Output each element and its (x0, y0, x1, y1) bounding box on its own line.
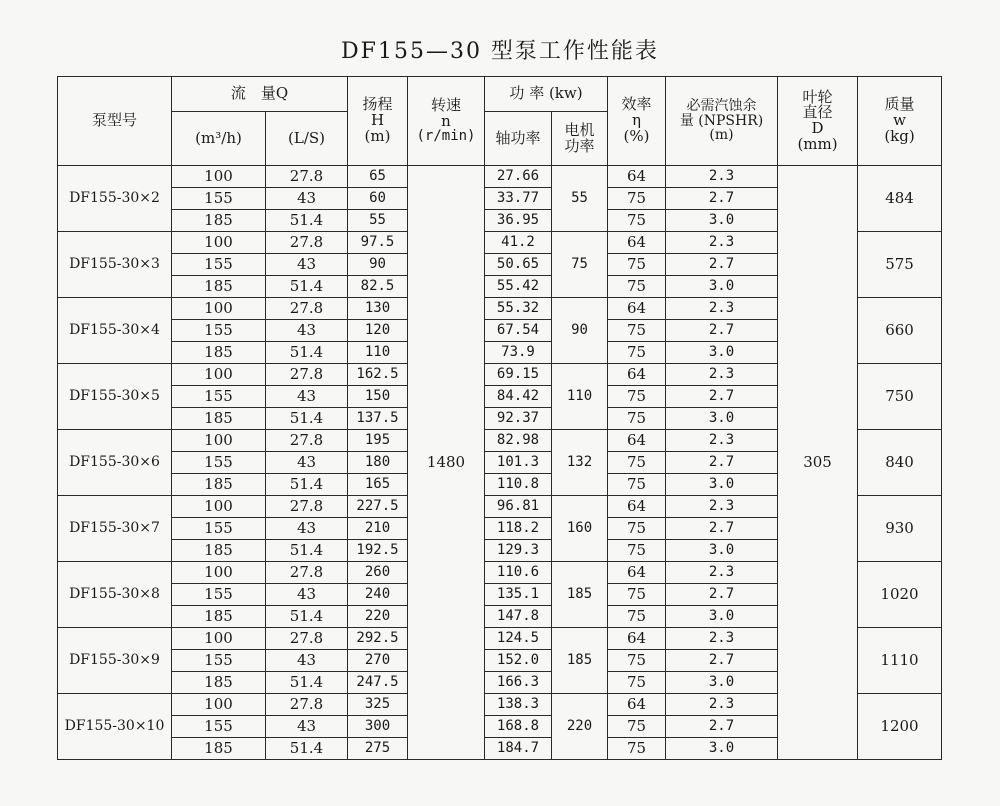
header-flow-m3h: (m³/h) (172, 112, 266, 166)
cell-flow-ls: 43 (266, 386, 348, 408)
cell-flow-m3h: 185 (172, 408, 266, 430)
cell-motor-power: 132 (552, 430, 608, 496)
cell-efficiency: 75 (608, 452, 666, 474)
cell-npshr: 2.7 (666, 716, 778, 738)
cell-flow-ls: 27.8 (266, 562, 348, 584)
cell-efficiency: 75 (608, 584, 666, 606)
header-speed-unit: (r/min) (416, 128, 476, 145)
cell-efficiency: 75 (608, 386, 666, 408)
header-impeller-line2: 直径 (802, 103, 833, 122)
cell-flow-m3h: 155 (172, 716, 266, 738)
cell-efficiency: 64 (608, 496, 666, 518)
cell-head: 55 (348, 210, 408, 232)
cell-shaft-power: 110.8 (485, 474, 552, 496)
cell-head: 195 (348, 430, 408, 452)
header-power: 功 率 (kw) (485, 77, 608, 112)
cell-flow-ls: 27.8 (266, 694, 348, 716)
table-body (58, 166, 942, 760)
cell-npshr: 2.7 (666, 518, 778, 540)
cell-mass: 575 (858, 232, 942, 298)
cell-shaft-power: 67.54 (485, 320, 552, 342)
cell-mass: 660 (858, 298, 942, 364)
cell-head: 220 (348, 606, 408, 628)
cell-npshr: 2.3 (666, 232, 778, 254)
cell-flow-ls: 27.8 (266, 628, 348, 650)
header-impeller-unit: (mm) (797, 134, 838, 153)
cell-flow-ls: 27.8 (266, 496, 348, 518)
cell-flow-m3h: 100 (172, 166, 266, 188)
cell-head: 130 (348, 298, 408, 320)
cell-flow-ls: 43 (266, 716, 348, 738)
cell-model: DF155-30×2 (58, 166, 172, 232)
cell-flow-m3h: 100 (172, 364, 266, 386)
header-flow: 流 量Q (172, 77, 348, 112)
cell-flow-m3h: 100 (172, 298, 266, 320)
cell-npshr: 2.7 (666, 254, 778, 276)
cell-flow-ls: 27.8 (266, 232, 348, 254)
cell-model: DF155-30×8 (58, 562, 172, 628)
cell-efficiency: 64 (608, 298, 666, 320)
cell-flow-m3h: 100 (172, 496, 266, 518)
cell-head: 110 (348, 342, 408, 364)
cell-flow-ls: 43 (266, 452, 348, 474)
header-speed-symbol: n (441, 111, 451, 130)
cell-shaft-power: 129.3 (485, 540, 552, 562)
cell-motor-power: 75 (552, 232, 608, 298)
cell-npshr: 3.0 (666, 276, 778, 298)
cell-motor-power: 90 (552, 298, 608, 364)
cell-head: 210 (348, 518, 408, 540)
cell-flow-ls: 51.4 (266, 408, 348, 430)
cell-flow-m3h: 155 (172, 188, 266, 210)
cell-efficiency: 75 (608, 716, 666, 738)
cell-head: 247.5 (348, 672, 408, 694)
cell-mass: 484 (858, 166, 942, 232)
cell-flow-ls: 51.4 (266, 474, 348, 496)
cell-flow-m3h: 100 (172, 694, 266, 716)
cell-flow-ls: 51.4 (266, 276, 348, 298)
cell-flow-ls: 43 (266, 188, 348, 210)
header-head-unit: (m) (364, 126, 391, 145)
header-impeller-symbol: D (811, 119, 824, 137)
header-flow-ls: (L/S) (266, 112, 348, 166)
header-mass (858, 77, 942, 166)
cell-model: DF155-30×10 (58, 694, 172, 760)
cell-shaft-power: 138.3 (485, 694, 552, 716)
cell-flow-ls: 51.4 (266, 738, 348, 760)
cell-flow-m3h: 100 (172, 430, 266, 452)
cell-shaft-power: 152.0 (485, 650, 552, 672)
cell-shaft-power: 55.42 (485, 276, 552, 298)
cell-flow-m3h: 100 (172, 628, 266, 650)
header-npshr-line1: 必需汽蚀余 (686, 97, 757, 114)
cell-head: 82.5 (348, 276, 408, 298)
cell-flow-ls: 27.8 (266, 430, 348, 452)
cell-head: 150 (348, 386, 408, 408)
cell-efficiency: 64 (608, 364, 666, 386)
header-mass-unit: (kg) (884, 126, 915, 145)
cell-npshr: 3.0 (666, 342, 778, 364)
cell-head: 300 (348, 716, 408, 738)
cell-flow-m3h: 155 (172, 320, 266, 342)
header-efficiency-unit: (%) (623, 126, 650, 145)
cell-flow-m3h: 155 (172, 254, 266, 276)
cell-npshr: 2.3 (666, 628, 778, 650)
cell-head: 120 (348, 320, 408, 342)
cell-flow-ls: 43 (266, 584, 348, 606)
header-impeller-line1: 叶轮 (802, 87, 833, 106)
cell-npshr: 3.0 (666, 210, 778, 232)
cell-flow-m3h: 185 (172, 738, 266, 760)
cell-head: 227.5 (348, 496, 408, 518)
cell-shaft-power: 124.5 (485, 628, 552, 650)
cell-flow-m3h: 185 (172, 210, 266, 232)
cell-shaft-power: 82.98 (485, 430, 552, 452)
header-efficiency-label: 效率 (621, 95, 652, 114)
cell-head: 292.5 (348, 628, 408, 650)
cell-shaft-power: 73.9 (485, 342, 552, 364)
cell-motor-power: 185 (552, 628, 608, 694)
cell-shaft-power: 27.66 (485, 166, 552, 188)
pump-performance-table (57, 76, 942, 760)
cell-shaft-power: 69.15 (485, 364, 552, 386)
header-efficiency (608, 77, 666, 166)
cell-head: 240 (348, 584, 408, 606)
cell-flow-m3h: 155 (172, 452, 266, 474)
cell-flow-ls: 43 (266, 254, 348, 276)
cell-flow-m3h: 155 (172, 386, 266, 408)
cell-flow-m3h: 155 (172, 650, 266, 672)
cell-shaft-power: 184.7 (485, 738, 552, 760)
cell-flow-m3h: 100 (172, 232, 266, 254)
table-row (58, 166, 942, 188)
header-model: 泵型号 (58, 77, 172, 166)
cell-flow-m3h: 185 (172, 672, 266, 694)
cell-head: 192.5 (348, 540, 408, 562)
header-head-label: 扬程 (362, 95, 393, 114)
cell-impeller-diameter: 305 (778, 166, 858, 760)
cell-flow-ls: 27.8 (266, 364, 348, 386)
cell-flow-m3h: 100 (172, 562, 266, 584)
cell-npshr: 2.3 (666, 694, 778, 716)
cell-head: 165 (348, 474, 408, 496)
cell-head: 162.5 (348, 364, 408, 386)
cell-npshr: 2.3 (666, 298, 778, 320)
cell-shaft-power: 168.8 (485, 716, 552, 738)
cell-model: DF155-30×3 (58, 232, 172, 298)
cell-shaft-power: 41.2 (485, 232, 552, 254)
cell-npshr: 3.0 (666, 408, 778, 430)
cell-npshr: 2.7 (666, 188, 778, 210)
cell-npshr: 2.7 (666, 452, 778, 474)
header-npshr-line2: 量 (NPSHR) (679, 112, 764, 129)
cell-shaft-power: 36.95 (485, 210, 552, 232)
cell-model: DF155-30×9 (58, 628, 172, 694)
cell-efficiency: 64 (608, 628, 666, 650)
cell-shaft-power: 110.6 (485, 562, 552, 584)
cell-shaft-power: 166.3 (485, 672, 552, 694)
cell-model: DF155-30×4 (58, 298, 172, 364)
cell-npshr: 2.7 (666, 650, 778, 672)
cell-shaft-power: 147.8 (485, 606, 552, 628)
cell-motor-power: 160 (552, 496, 608, 562)
cell-flow-ls: 43 (266, 518, 348, 540)
cell-head: 270 (348, 650, 408, 672)
cell-flow-m3h: 185 (172, 606, 266, 628)
cell-head: 260 (348, 562, 408, 584)
cell-head: 275 (348, 738, 408, 760)
header-speed (408, 77, 485, 166)
cell-efficiency: 75 (608, 408, 666, 430)
cell-shaft-power: 96.81 (485, 496, 552, 518)
cell-head: 97.5 (348, 232, 408, 254)
cell-shaft-power: 118.2 (485, 518, 552, 540)
cell-model: DF155-30×7 (58, 496, 172, 562)
cell-head: 65 (348, 166, 408, 188)
cell-flow-ls: 27.8 (266, 298, 348, 320)
cell-npshr: 2.3 (666, 496, 778, 518)
cell-efficiency: 75 (608, 650, 666, 672)
cell-efficiency: 64 (608, 232, 666, 254)
header-npshr (666, 77, 778, 166)
cell-efficiency: 64 (608, 430, 666, 452)
cell-shaft-power: 50.65 (485, 254, 552, 276)
cell-efficiency: 75 (608, 606, 666, 628)
cell-flow-m3h: 155 (172, 584, 266, 606)
cell-efficiency: 75 (608, 342, 666, 364)
cell-npshr: 2.3 (666, 364, 778, 386)
cell-speed: 1480 (408, 166, 485, 760)
cell-motor-power: 220 (552, 694, 608, 760)
cell-flow-m3h: 185 (172, 342, 266, 364)
cell-mass: 840 (858, 430, 942, 496)
header-shaft-power: 轴功率 (485, 112, 552, 166)
cell-efficiency: 75 (608, 276, 666, 298)
cell-npshr: 3.0 (666, 738, 778, 760)
cell-shaft-power: 33.77 (485, 188, 552, 210)
cell-efficiency: 75 (608, 672, 666, 694)
cell-flow-ls: 27.8 (266, 166, 348, 188)
cell-npshr: 3.0 (666, 606, 778, 628)
cell-efficiency: 75 (608, 188, 666, 210)
header-head-symbol: H (370, 111, 385, 130)
cell-efficiency: 75 (608, 254, 666, 276)
cell-npshr: 2.3 (666, 562, 778, 584)
cell-motor-power: 110 (552, 364, 608, 430)
header-motor-power (552, 112, 608, 166)
cell-head: 325 (348, 694, 408, 716)
header-head (348, 77, 408, 166)
cell-efficiency: 75 (608, 210, 666, 232)
cell-shaft-power: 135.1 (485, 584, 552, 606)
cell-npshr: 3.0 (666, 474, 778, 496)
document-title: DF155—30 型泵工作性能表 (341, 39, 659, 64)
cell-mass: 1110 (858, 628, 942, 694)
cell-model: DF155-30×6 (58, 430, 172, 496)
cell-flow-m3h: 185 (172, 276, 266, 298)
cell-shaft-power: 92.37 (485, 408, 552, 430)
cell-head: 137.5 (348, 408, 408, 430)
cell-flow-ls: 43 (266, 650, 348, 672)
cell-motor-power: 185 (552, 562, 608, 628)
cell-flow-m3h: 185 (172, 474, 266, 496)
cell-flow-m3h: 185 (172, 540, 266, 562)
cell-flow-ls: 51.4 (266, 540, 348, 562)
cell-efficiency: 75 (608, 474, 666, 496)
cell-mass: 750 (858, 364, 942, 430)
cell-efficiency: 64 (608, 166, 666, 188)
cell-npshr: 2.3 (666, 430, 778, 452)
cell-flow-ls: 51.4 (266, 606, 348, 628)
header-npshr-unit: (m) (709, 127, 734, 144)
cell-npshr: 2.7 (666, 320, 778, 342)
cell-flow-ls: 51.4 (266, 672, 348, 694)
cell-flow-ls: 51.4 (266, 210, 348, 232)
header-mass-symbol: w (893, 111, 906, 130)
cell-efficiency: 64 (608, 562, 666, 584)
cell-npshr: 2.7 (666, 584, 778, 606)
cell-efficiency: 75 (608, 738, 666, 760)
header-motor-power-line2: 功率 (564, 136, 595, 155)
cell-efficiency: 64 (608, 694, 666, 716)
cell-shaft-power: 101.3 (485, 452, 552, 474)
cell-npshr: 3.0 (666, 672, 778, 694)
cell-model: DF155-30×5 (58, 364, 172, 430)
cell-mass: 1020 (858, 562, 942, 628)
cell-motor-power: 55 (552, 166, 608, 232)
cell-mass: 930 (858, 496, 942, 562)
cell-head: 60 (348, 188, 408, 210)
cell-efficiency: 75 (608, 540, 666, 562)
cell-efficiency: 75 (608, 320, 666, 342)
header-speed-label: 转速 (430, 95, 461, 114)
cell-shaft-power: 55.32 (485, 298, 552, 320)
cell-npshr: 2.7 (666, 386, 778, 408)
cell-flow-m3h: 155 (172, 518, 266, 540)
cell-head: 180 (348, 452, 408, 474)
cell-flow-ls: 51.4 (266, 342, 348, 364)
header-motor-power-line1: 电机 (564, 120, 595, 139)
cell-npshr: 3.0 (666, 540, 778, 562)
cell-shaft-power: 84.42 (485, 386, 552, 408)
header-efficiency-symbol: η (632, 111, 642, 130)
cell-head: 90 (348, 254, 408, 276)
cell-mass: 1200 (858, 694, 942, 760)
cell-efficiency: 75 (608, 518, 666, 540)
cell-npshr: 2.3 (666, 166, 778, 188)
cell-flow-ls: 43 (266, 320, 348, 342)
header-impeller (778, 77, 858, 166)
header-mass-label: 质量 (884, 95, 915, 114)
